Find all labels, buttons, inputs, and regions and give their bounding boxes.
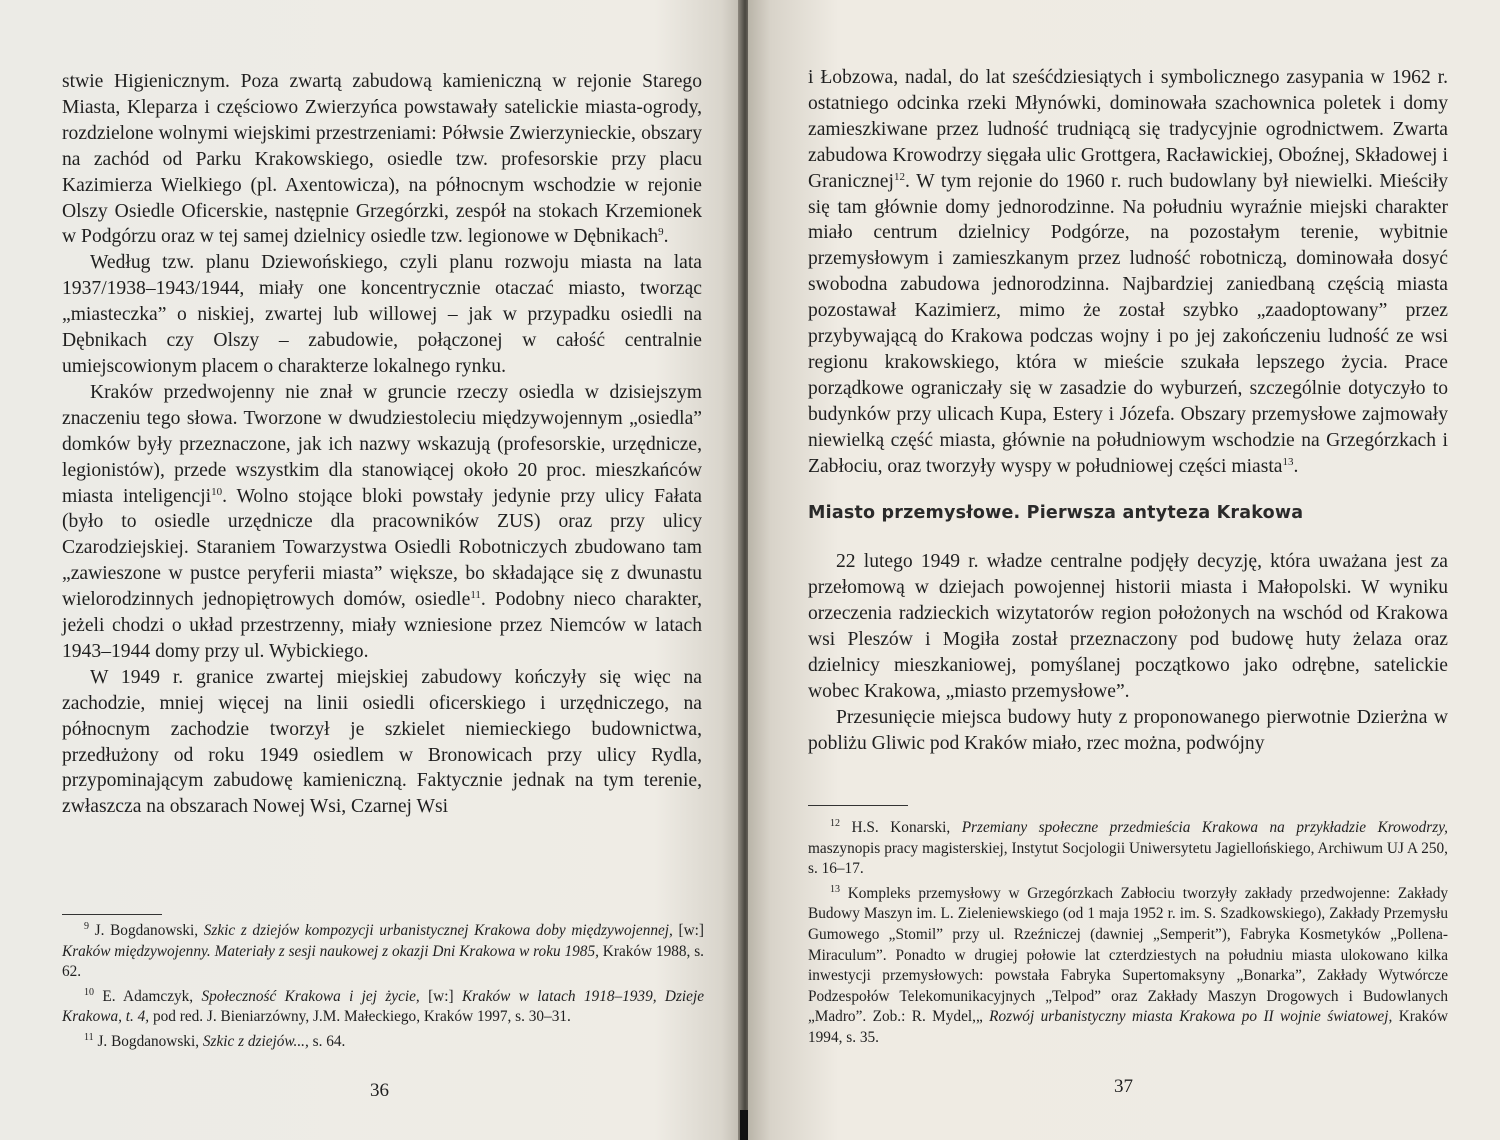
footnote-12: $^{12}$ H.S. Konarski, Przemiany społeczne przedmieścia Krakowa na przykładzie Krowodrzy, maszynopis pracy magisterskiej, Instytut Socjologii Uniwersytetu Jagiellońskiego, Archiwum UJ A 250, s. 16–17.: [808, 818, 1448, 878]
footnote-9: $^9$ J. Bogdanowski, Szkic z dziejów kompozycji urbanistycznej Krakowa doby międzywojennej, [w:] Kraków międzywojenny. Materiały z sesji naukowej z okazji Dni Krakowa w roku 1985, Kraków 1988, s. 62.: [62, 921, 705, 981]
paragraph: stwie Higienicznym. Poza zwartą zabudową kamieniczną w rejonie Starego Miasta, Kleparza i częściowo Zwierzyńca powstawały satelickie miasta-ogrody, rozdzielone wolnymi wiejskimi przestrzeniami: Półwsie Zwierzynieckie, obszary na zachód od Parku Krakowskiego, osiedle tzw. profesorskie przy placu Kazimierza Wielkiego (pl. Axentowicza), na północnym wschodzie w rejonie Olszy Osiedle Oficerskie, następnie Grzegórzki, zespół na stokach Krzemionek w Podgórzu oraz w tej samej dzielnicy osiedle tzw. legionowe w Dębnikach$^9$.: [62, 71, 702, 248]
footnote-ref[interactable]: 13: [1282, 455, 1294, 468]
footnote-13: $^{13}$ Kompleks przemysłowy w Grzegórzkach Zabłociu tworzyły zakłady przedwojenne: Zakłady Budowy Maszyn im. L. Zieleniewskiego (od 1 maja 1952 r. im. S. Szadkowskiego), Zakłady Przemysłu Gumowego „Stomil” przy ul. Rzeźniczej (dawniej „Semperit”), Fabryka Kosmetyków „Pollena-Miraculum”. Ponadto w drugiej połowie lat czterdziestych na południu miasta ulokowano kilka inwestycji przemysłowych: powstała Fabryka Supertomaksyny „Bonarka”, Zakłady Wytwórcze Podzespołów Telekomunikacyjnych „Telpod” oraz Zakłady Maszyn Drogowych i Budowlanych „Madro”. Zob.: R. Mydel,„ Rozwój urbanistyczny miasta Krakowa po II wojnie światowej, Kraków 1994, s. 35.: [808, 883, 1448, 1046]
footnote-ref[interactable]: 12: [893, 170, 905, 183]
paragraph: 22 lutego 1949 r. władze centralne podjęły decyzję, która uważana jest za przełomową w dziejach powojennej historii miasta i Małopolski. W wyniku orzeczenia radzieckich wizytatorów region położonych na wschód od Krakowa wsi Pleszów i Mogiła został przeznaczony pod budowę huty żelaza oraz dzielnicy mieszkaniowej, pomyślanej początkowo jako odrębne, satelickie wobec Krakowa, „miasto przemysłowe”.: [808, 551, 1448, 702]
right-page: [748, 0, 1500, 1140]
footnote-ref[interactable]: 9: [658, 226, 664, 239]
footnote-ref[interactable]: 11: [470, 589, 481, 602]
right-body-text: [808, 65, 1448, 757]
paragraph: Kraków przedwojenny nie znał w gruncie rzeczy osiedla w dzisiejszym znaczeniu tego słowa. Tworzone w dwudziestoleciu międzywojennym „osiedla” domków były przeznaczone, jak ich nazwy wskazują (profesorskie, urzędnicze, legionistów), przede wszystkim dla stanowiącej około 20 proc. mieszkańców miasta inteligencji$^{10}$. Wolno stojące bloki powstały jedynie przy ulicy Fałata (było to osiedle urzędnicze dla pracowników ZUS) oraz przy ulicy Czarodziejskiej. Staraniem Towarzystwa Osiedli Robotniczych zbudowano tam „zawieszone w pustce peryferii miasta” większe, bo składające się z dwunastu wielorodzinnych jednopiętrowych domów, osiedle$^{11}$. Podobny nieco charakter, jeżeli chodzi o układ przestrzenny, miały wzniesione przez Niemców w latach 1943–1944 domy przy ul. Wybickiego.: [62, 381, 702, 662]
footnote-10: $^{10}$ E. Adamczyk, Społeczność Krakowa i jej życie, [w:] Kraków w latach 1918–1939, Dzieje Krakowa, t. 4, pod red. J. Bieniarzówny, J.M. Małeckiego, Kraków 1997, s. 30–31.: [62, 986, 704, 1026]
page-number: 36: [370, 1080, 389, 1101]
footnote-11: $^{11}$ J. Bogdanowski, Szkic z dziejów..., s. 64.: [84, 1031, 346, 1050]
footnote-divider: [808, 805, 908, 806]
page-number: 37: [1114, 1076, 1133, 1097]
paragraph: Przesunięcie miejsca budowy huty z proponowanego pierwotnie Dzierżna w pobliżu Gliwic pod Kraków miało, rzec można, podwójny: [808, 706, 1448, 754]
left-footnotes: [62, 921, 704, 1053]
paragraph: W 1949 r. granice zwartej miejskiej zabudowy kończyły się więc na zachodzie, mniej więcej na linii osiedli oficerskiego i urzędniczego, na północnym zachodzie tworzył je szkielet niemieckiego budownictwa, przedłużony od roku 1949 osiedlem w Bronowicach przy ulicy Rydla, przypominającym zabudowę kamieniczną. Faktycznie jednak na tym terenie, zwłaszcza na obszarach Nowej Wsi, Czarnej Wsi: [62, 666, 702, 818]
section-heading: Miasto przemysłowe. Pierwsza antyteza Krakowa: [808, 502, 1304, 523]
left-page: [0, 0, 744, 1140]
right-footnotes: [808, 818, 1448, 1049]
left-body-text: [62, 69, 702, 820]
paragraph: i Łobzowa, nadal, do lat sześćdziesiątych i symbolicznego zasypania w 1962 r. ostatniego odcinka rzeki Młynówki, dominowała szachownica poletek i domy zamieszkiwane przez ludność trudniącą się tradycyjnie ogrodnictwem. Zwarta zabudowa Krowodrzy sięgała ulic Grottgera, Racławickiej, Oboźnej, Składowej i Granicznej$^{12}$. W tym rejonie do 1960 r. ruch budowlany był niewielki. Mieściły się tam głównie domy jednorodzinne. Na południu wyraźnie miejski charakter miało centrum dzielnicy Podgórze, na pozostałym terenie, wybitnie przemysłowym i zamieszkanym przez ludność robotniczą, dominowała dosyć swobodna zabudowa jednorodzinna. Najbardziej zaniedbaną częścią miasta pozostawał Kazimierz, mimo że został szybko „zaadoptowany” przez przybywającą do Krakowa podczas wojny i po jej zakończeniu ludność ze wsi regionu krakowskiego, która w mieście szukała lepszego życia. Prace porządkowe ograniczały się w zasadzie do wyburzeń, szczególnie dotyczyło to budynków przy ulicach Kupa, Estery i Józefa. Obszary przemysłowe zajmowały niewielką część miasta, głównie na południowym wschodzie na Grzegórzkach i Zabłociu, oraz tworzyły wyspy w południowej części miasta$^{13}$.: [808, 67, 1448, 477]
paragraph: Według tzw. planu Dziewońskiego, czyli planu rozwoju miasta na lata 1937/1938–1943/1944, miały one koncentrycznie otaczać miasto, tworząc „miasteczka” o niskiej, zwartej lub willowej – jak w przypadku osiedli na Dębnikach czy Olszy – zabudowie, połączonej w całość centralnie umiejscowionym placem o charakterze lokalnego rynku.: [62, 252, 702, 377]
footnote-divider: [62, 914, 162, 915]
footnote-ref[interactable]: 10: [211, 485, 223, 498]
